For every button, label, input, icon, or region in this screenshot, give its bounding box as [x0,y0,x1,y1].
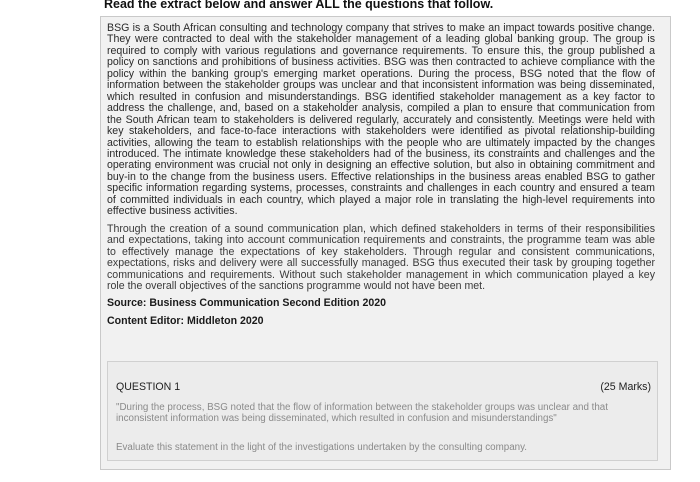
question-marks: (25 Marks) [600,381,651,393]
passage-paragraph-1: BSG is a South African consulting and technology company that strives to make an impact towards positive change. They were contracted to deal with the stakeholder management of a leading global banking group. The group is required to comply with various regulations and governance requirements. To ensure this, the group published a policy on sanctions and prohibitions of business activities. BSG was then contracted to achieve compliance with the policy within the banking group's emerging market operations. During the process, BSG noted that the flow of information between the stakeholder groups was unclear and that inconsistent information was being disseminated, which resulted in confusion and misunderstandings. BSG identified stakeholder management as a key factor to address the challenge, and, based on a stakeholder analysis, compiled a plan to ensure that communication from the South African team to stakeholders is delivered regularly, accurately and consistently. Meetings were held with key stakeholders, and face-to-face interactions with stakeholders were identified as pivotal relationship-building activities, allowing the team to establish relationships with the people who are ultimately impacted by the changes introduced. The intimate knowledge these stakeholders had of the business, its constraints and challenges and the operating environment was crucial not only in designing an effective solution, but also in obtaining commitment and buy-in to the change from the business users. Effective relationships in the business areas enabled BSG to gather specific information regarding systems, processes, constraints and challenges in each country and ensured a team of committed individuals in each country, which played a major role in translating the high-level requirements into effective business activities. [107,22,655,218]
question-panel [107,361,658,461]
instruction-heading: Read the extract below and answer ALL the questions that follow. [104,0,494,11]
passage-paragraph-2: Through the creation of a sound communication plan, which defined stakeholders in terms of their responsibilities and expectations, taking into account communication requirements and constraints, the programme team was able to effectively manage the expectations of key stakeholders. Through regular and consistent communications, expectations, risks and delivery were all successfully managed. BSG thus executed their task by grouping together communications and requirements. Without such stakeholder management in which communication played a key role the overall objectives of the sanctions programme would not have been met. [107,222,655,292]
question-title: QUESTION 1 [116,381,181,393]
source-line: Source: Business Communication Second Edition 2020 [107,297,387,310]
extract-passage [107,23,655,333]
extract-panel [100,16,671,470]
question-quote: "During the process, BSG noted that the flow of information between the stakeholder groups was unclear and that inconsistent information was being disseminated, which resulted in confusion and misunderstandings" [116,402,608,424]
editor-line: Content Editor: Middleton 2020 [107,314,264,327]
question-task: Evaluate this statement in the light of the investigations undertaken by the consulting company. [116,442,527,453]
